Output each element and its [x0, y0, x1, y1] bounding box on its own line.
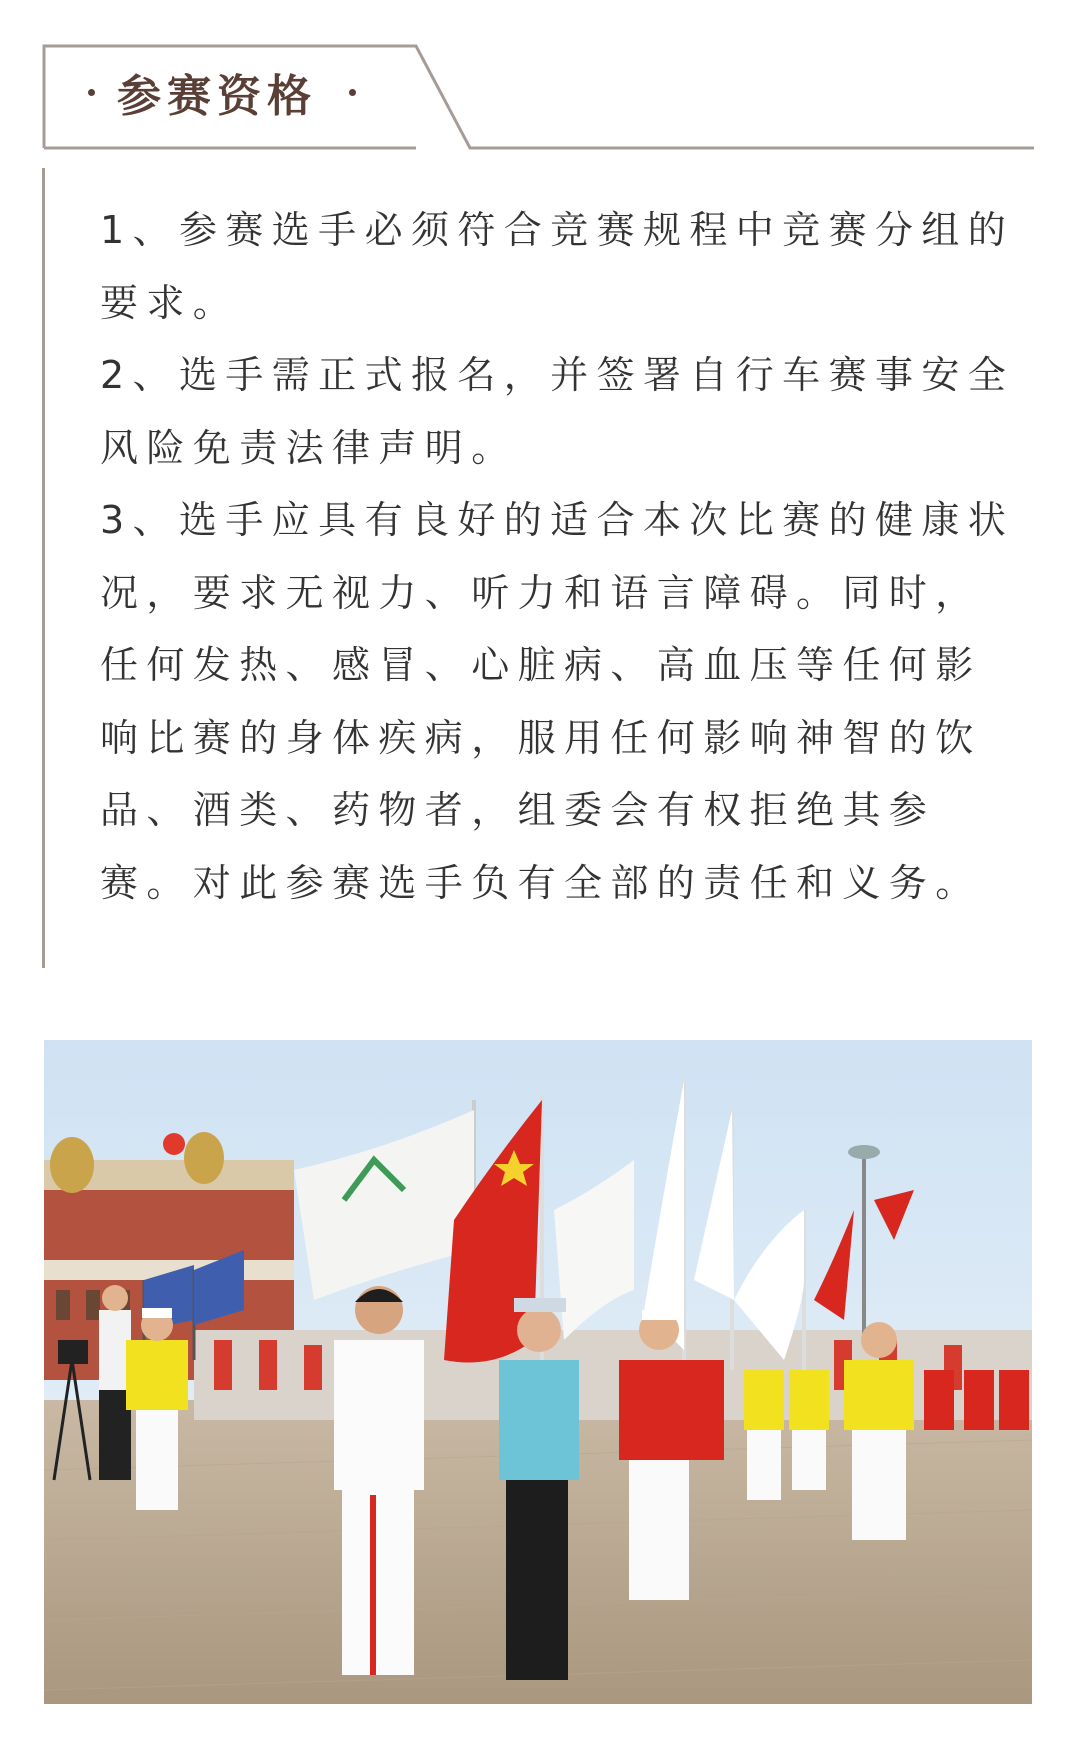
- content-left-rule: [42, 168, 45, 968]
- eligibility-rules: [100, 194, 1020, 919]
- title-dot-right-icon: [349, 89, 356, 96]
- rule-item-2: 2、选手需正式报名，并签署自行车赛事安全风险免责法律声明。: [100, 353, 1015, 470]
- title-dot-left-icon: [88, 89, 95, 96]
- section-title-text: 参赛资格: [117, 71, 317, 122]
- section-title: [88, 62, 356, 122]
- opening-ceremony-image: [44, 1040, 1032, 1704]
- event-photo: [44, 1040, 1032, 1704]
- rule-item-3: 3、选手应具有良好的适合本次比赛的健康状况，要求无视力、听力和语言障碍。同时，任何发热、感冒、心脏病、高血压等任何影响比赛的身体疾病，服用任何影响神智的饮品、酒类、药物者，组委会有权拒绝其参赛。对此参赛选手负有全部的责任和义务。: [100, 498, 1015, 905]
- rule-item-1: 1、参赛选手必须符合竞赛规程中竞赛分组的要求。: [100, 208, 1015, 325]
